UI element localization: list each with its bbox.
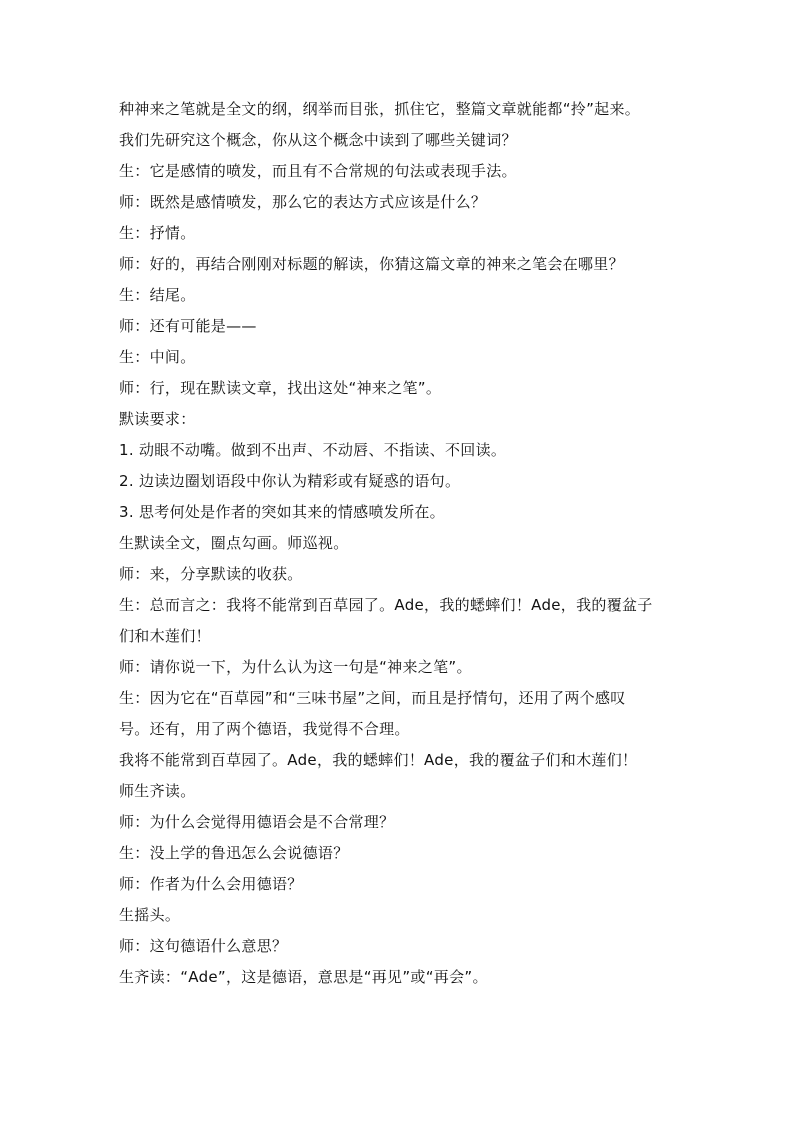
- text-line: 师：行，现在默读文章，找出这处“神来之笔”。: [119, 379, 442, 397]
- text-line: 师：既然是感情喷发，那么它的表达方式应该是什么？: [119, 193, 487, 211]
- text-line: 师：为什么会觉得用德语会是不合常理？: [119, 813, 395, 831]
- text-line: 师：还有可能是——: [119, 317, 257, 335]
- list-item: 2. 边读边圈划语段中你认为精彩或有疑惑的语句。: [119, 472, 461, 490]
- text-line: 生：中间。: [119, 348, 196, 366]
- text-line: 生默读全文，圈点勾画。师巡视。: [119, 534, 349, 552]
- text-line: 生：它是感情的喷发，而且有不合常规的句法或表现手法。: [119, 162, 517, 180]
- text-line: 师：好的，再结合刚刚对标题的解读，你猜这篇文章的神来之笔会在哪里？: [119, 255, 624, 273]
- text-line: 我将不能常到百草园了。Ade，我的蟋蟀们！Ade，我的覆盆子们和木莲们！: [119, 751, 638, 769]
- text-line: 生摇头。: [119, 906, 181, 924]
- text-line: 默读要求：: [119, 410, 196, 428]
- text-line: 师：这句德语什么意思？: [119, 937, 288, 955]
- text-line: 种神来之笔就是全文的纲，纲举而目张，抓住它，整篇文章就能都“拎”起来。: [119, 100, 641, 118]
- text-line: 师：来，分享默读的收获。: [119, 565, 303, 583]
- text-line: 生：总而言之：我将不能常到百草园了。Ade，我的蟋蟀们！Ade，我的覆盆子: [119, 596, 653, 614]
- text-line: 生：因为它在“百草园”和“三味书屋”之间，而且是抒情句，还用了两个感叹: [119, 689, 626, 707]
- text-line: 们和木莲们！: [119, 627, 211, 645]
- text-line: 生：没上学的鲁迅怎么会说德语？: [119, 844, 349, 862]
- text-line: 生齐读：“Ade”，这是德语，意思是“再见”或“再会”。: [119, 968, 488, 986]
- text-line: 师生齐读。: [119, 782, 196, 800]
- text-line: 生：抒情。: [119, 224, 196, 242]
- text-line: 师：作者为什么会用德语？: [119, 875, 303, 893]
- text-line: 师：请你说一下，为什么认为这一句是“神来之笔”。: [119, 658, 472, 676]
- list-item: 1. 动眼不动嘴。做到不出声、不动唇、不指读、不回读。: [119, 441, 507, 459]
- text-line: 我们先研究这个概念，你从这个概念中读到了哪些关键词？: [119, 131, 517, 149]
- list-item: 3. 思考何处是作者的突如其来的情感喷发所在。: [119, 503, 445, 521]
- document-body: [119, 94, 679, 993]
- text-line: 号。还有，用了两个德语，我觉得不合理。: [119, 720, 410, 738]
- text-line: 生：结尾。: [119, 286, 196, 304]
